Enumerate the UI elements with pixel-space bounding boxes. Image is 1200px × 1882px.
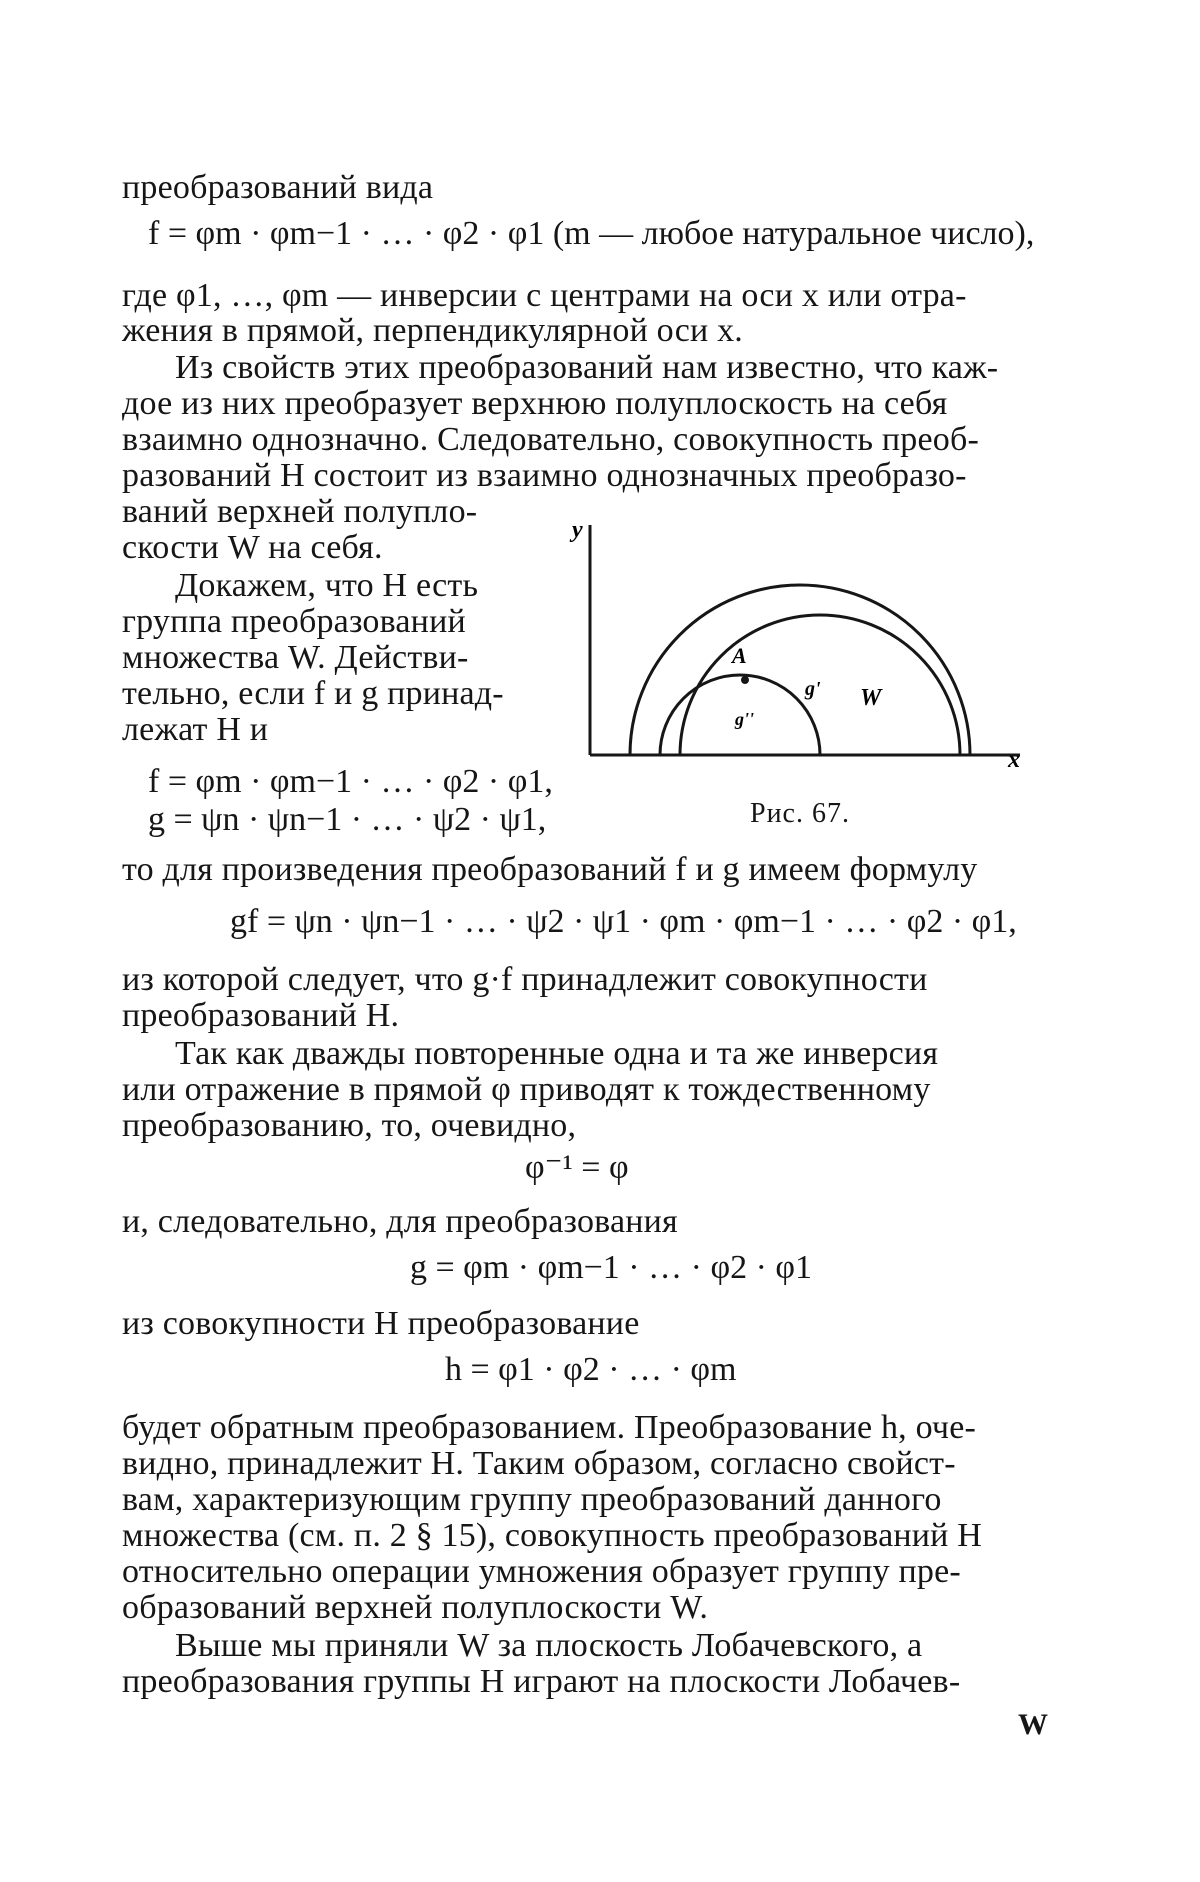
label-y: y: [572, 517, 583, 543]
page-number: W: [1018, 1708, 1048, 1741]
text-line-30: будет обратным преобразованием. Преобразование h, оче-: [122, 1409, 977, 1446]
formula-g2: g = φm · φm−1 · … · φ2 · φ1: [410, 1249, 813, 1286]
text-line-9: ваний верхней полупло-: [122, 493, 478, 530]
text-line-5: Из свойств этих преобразований нам известно, что каж-: [175, 349, 999, 386]
label-g2: g'': [735, 709, 755, 729]
text-line-21: преобразований H.: [122, 997, 400, 1034]
text-line-7: взаимно однозначно. Следовательно, совокупность преоб-: [122, 421, 980, 458]
text-line-32: вам, характеризующим группу преобразований данного: [122, 1481, 942, 1518]
text-line-22: Так как дважды повторенные одна и та же инверсия: [175, 1035, 939, 1072]
text-line-20: из которой следует, что g·f принадлежит совокупности: [122, 961, 928, 998]
figure-caption: Рис. 67.: [750, 798, 850, 829]
text-line-33: множества (см. п. 2 § 15), совокупность преобразований H: [122, 1517, 983, 1554]
text-line-8: разований H состоит из взаимно однозначных преобразо-: [122, 457, 967, 494]
text-line-37: преобразования группы H играют на плоскости Лобачев-: [122, 1663, 961, 1700]
formula-g: g = ψn · ψn−1 · … · ψ2 · ψ1,: [148, 801, 547, 838]
formula-gf: gf = ψn · ψn−1 · … · ψ2 · ψ1 · φm · φm−1 · … · φ2 · φ1,: [230, 903, 1017, 940]
formula-f: f = φm · φm−1 · … · φ2 · φ1 (m — любое натуральное число),: [148, 215, 1035, 252]
text-line-31: видно, принадлежит H. Таким образом, согласно свойст-: [122, 1445, 956, 1482]
text-line-18: то для произведения преобразований f и g имеем формулу: [122, 851, 978, 888]
text-line-1: преобразований вида: [122, 169, 434, 206]
label-w: W: [860, 685, 882, 711]
text-line-11: Докажем, что H есть: [175, 567, 479, 604]
text-line-36: Выше мы приняли W за плоскость Лобачевского, а: [175, 1627, 923, 1664]
formula-inverse: φ⁻¹ = φ: [525, 1149, 629, 1186]
text-line-3: где φ1, …, φm — инверсии с центрами на оси x или отра-: [122, 277, 967, 314]
formula-h: h = φ1 · φ2 · … · φm: [445, 1351, 737, 1388]
label-g1: g': [805, 678, 821, 700]
text-line-34: относительно операции умножения образует группу пре-: [122, 1553, 961, 1590]
text-line-6: дое из них преобразует верхнюю полуплоскость на себя: [122, 385, 948, 422]
text-line-15: лежат H и: [122, 711, 269, 748]
text-line-4: жения в прямой, перпендикулярной оси x.: [122, 312, 743, 349]
label-a: A: [732, 643, 747, 668]
text-line-13: множества W. Действи-: [122, 639, 469, 676]
text-line-28: из совокупности H преобразование: [122, 1305, 640, 1342]
text-line-24: преобразованию, то, очевидно,: [122, 1107, 577, 1144]
text-line-35: образований верхней полуплоскости W.: [122, 1589, 709, 1626]
text-line-26: и, следовательно, для преобразования: [122, 1203, 678, 1240]
text-line-14: тельно, если f и g принад-: [122, 675, 504, 712]
text-line-12: группа преобразований: [122, 603, 466, 640]
formula-f2: f = φm · φm−1 · … · φ2 · φ1,: [148, 763, 553, 800]
point-a: [741, 676, 749, 684]
figure-67: [560, 515, 1040, 775]
text-line-23: или отражение в прямой φ приводят к тождественному: [122, 1071, 931, 1108]
text-line-10: скости W на себя.: [122, 529, 383, 566]
label-x: x: [1008, 747, 1020, 773]
